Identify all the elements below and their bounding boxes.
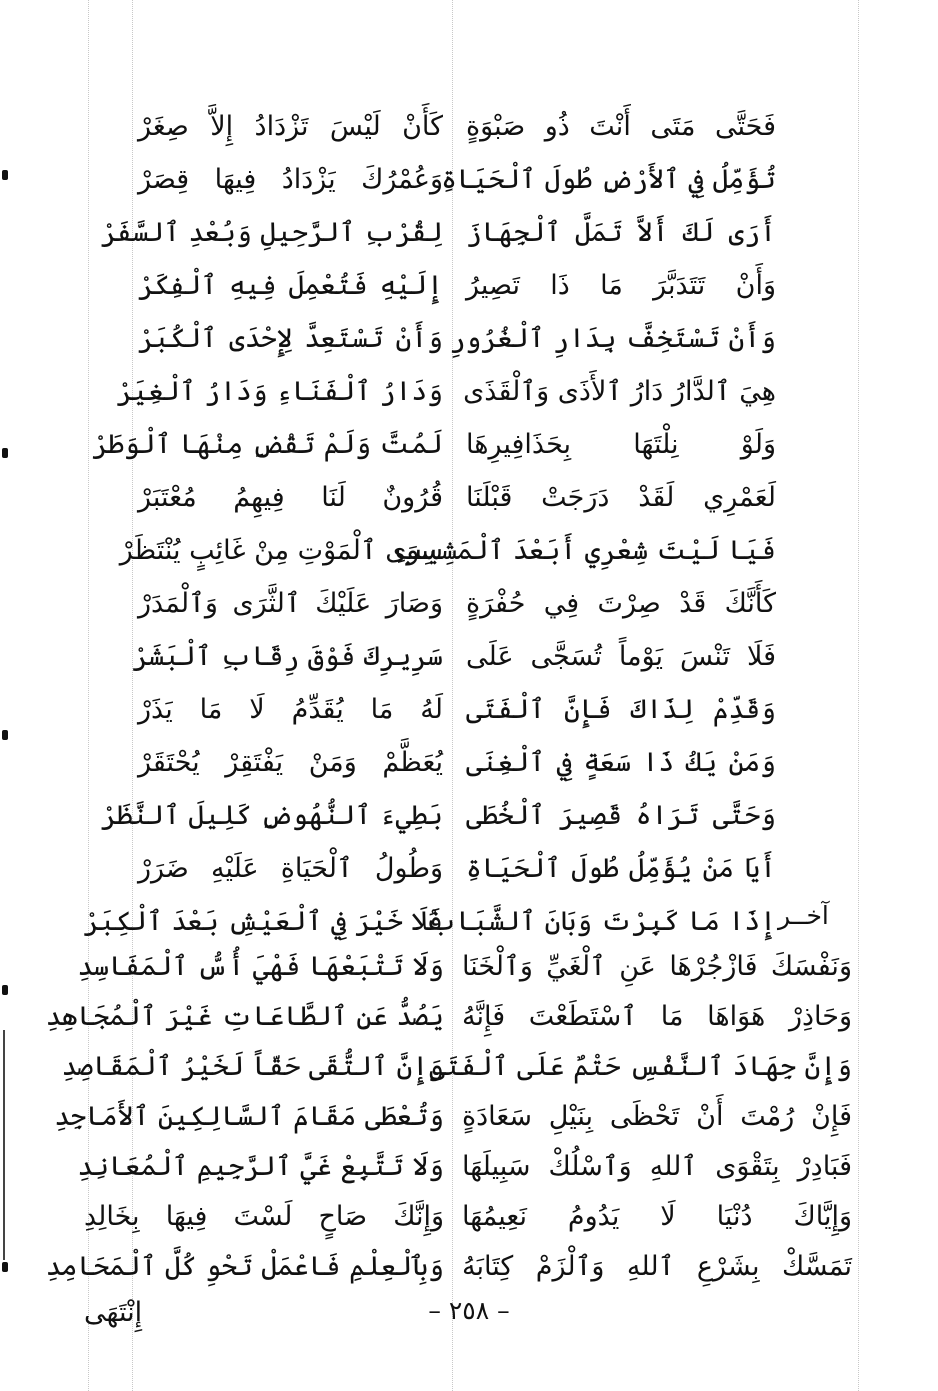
verse-left-hemistich: وَعُمْرُكَ يَزْدَادُ فِيهَا قِصَرْ (138, 164, 443, 195)
verse-left-hemistich: وَلَا تَتْبَعْهَا فَهْيَ أُسُّ ٱلْمَفَاسِدِ (77, 951, 444, 982)
verse-left-hemistich: وَبِٱلْعِلْمِ فَاعْمَلْ تَحْوِ كُلَّ ٱلْمَحَامِدِ (45, 1251, 444, 1282)
verse-right-hemistich: كَأَنَّكَ قَدْ صِرْتَ فِي حُفْرَةٍ (466, 588, 776, 619)
verse-right-hemistich: وَحَاذِرْ هَوَاهَا مَا ٱسْتَطَعْتَ فَإِنَّهُ (462, 1001, 852, 1032)
verse-right-hemistich: فَإِنْ رُمْتَ أَنْ تَحْظَى بِنَيْلِ سَعَادَةٍ (462, 1101, 852, 1132)
margin-bar (3, 1030, 5, 1260)
margin-mark (2, 985, 8, 995)
verse-left-hemistich: وَتُعْطَى مَقَامَ ٱلسَّالِكِينَ ٱلأَمَاجِدِ (54, 1101, 444, 1132)
scan-guide-line (858, 0, 859, 1391)
ending-word: إِنْتَهَى (84, 1297, 143, 1328)
verse-right-hemistich: فَحَتَّى مَتَى أَنْتَ ذُو صَبْوَةٍ (466, 111, 776, 142)
verse-right-hemistich: فَبَادِرْ بِتَقْوَى ٱللهِ وَٱسْلُكْ سَبِيلَهَا (462, 1151, 852, 1182)
verse-left-hemistich: إِلَيْهِ فَتُعْمِلَ فِيهِ ٱلْفِكَرْ (138, 270, 443, 301)
verse-left-hemistich: لَمُتَّ وَلَمْ تَقْضِ مِنْهَا ٱلْوَطَرْ (92, 429, 443, 460)
margin-mark (2, 448, 8, 458)
verse-left-hemistich: فَلَا خَيْرَ فِي ٱلْعَيْشِ بَعْدَ ٱلْكِبَرْ (83, 906, 443, 937)
verse-right-hemistich: وَإِيَّاكَ دُنْيَا لَا يَدُومُ نَعِيمُهَا (462, 1201, 852, 1232)
verse-right-hemistich: وَأَنْ تَتَدَبَّرَ مَا ذَا تَصِيرُ (466, 270, 776, 301)
verse-left-hemistich: كَأَنْ لَيْسَ تَزْدَادُ إِلاَّ صِغَرْ (138, 111, 443, 142)
verse-left-hemistich: يَصُدُّ عَنِ ٱلطَّاعَاتِ غَيْرَ ٱلْمُجَاهِدِ (45, 1001, 444, 1032)
page-number: – ٢٥٨ – (428, 1296, 510, 1325)
verse-left-hemistich: وَإِنَّكَ صَاحٍ لَسْتَ فِيهَا بِخَالِدِ (84, 1201, 444, 1232)
verse-right-hemistich: هِيَ ٱلدَّارُ دَارُ ٱلأَذَى وَٱلْقَذَى (463, 376, 776, 407)
verse-right-hemistich: وَحَتَّى تَرَاهُ قَصِيرَ ٱلْخُطَى (466, 800, 776, 831)
verse-right-hemistich: وَقَدِّمْ لِذَاكَ فَإِنَّ ٱلْفَتَى (466, 694, 776, 725)
verse-right-hemistich: أَيَا مَنْ يُؤَمِّلُ طُولَ ٱلْحَيَاةِ (466, 853, 776, 884)
verse-right-hemistich: تَمَسَّكْ بِشَرْعِ ٱللهِ وَٱلْزَمْ كِتَابَهُ (462, 1251, 852, 1282)
margin-mark (2, 170, 8, 180)
verse-left-hemistich: وَأَنْ تَسْتَعِدَّ لِإِحْدَى ٱلْكُبَرْ (138, 323, 443, 354)
verse-left-hemistich: وَإِنَّ ٱلتُّقَى حَقّاً لَخَيْرُ ٱلْمَقَاصِدِ (61, 1051, 444, 1082)
verse-left-hemistich: قُرُونٌ لَنَا فِيهِمُ مُعْتَبَرْ (138, 482, 443, 513)
verse-right-hemistich: لَعَمْرِي لَقَدْ دَرَجَتْ قَبْلَنَا (466, 482, 776, 513)
verse-left-hemistich: بَطِيءَ ٱلنُّهُوضِ كَلِيلَ ٱلنَّظَرْ (100, 800, 443, 831)
verse-left-hemistich: سِوَى ٱلْمَوْتِ مِنْ غَائِبٍ يُنْتَظَرْ (119, 535, 443, 566)
verse-left-hemistich: وَطُولُ ٱلْحَيَاةِ عَلَيْهِ ضَرَرْ (138, 853, 443, 884)
verse-left-hemistich: سَرِيرِكَ فَوْقَ رِقَابِ ٱلْبَشَرْ (132, 641, 443, 672)
verse-right-hemistich: وَمَنْ يَكُ ذَا سَعَةٍ فِي ٱلْغِنَى (466, 747, 776, 778)
margin-mark (2, 1262, 8, 1272)
verse-left-hemistich: وَدَارُ ٱلْفَنَاءِ وَدَارُ ٱلْغِيَرْ (116, 376, 443, 407)
verse-left-hemistich: لَهُ مَا يُقَدِّمُ لَا مَا يَذَرْ (138, 694, 443, 725)
verse-left-hemistich: وَلَا تَتَّبِعْ غَيَّ ٱلرَّجِيمِ ٱلْمُعَانِدِ (77, 1151, 444, 1182)
verse-right-hemistich: فَلَا تَنْسَ يَوْماً تُسَجَّى عَلَى (466, 641, 776, 672)
verse-right-hemistich: فَيَا لَيْتَ شِعْرِي أَبَعْدَ ٱلْمَشِيبِ (393, 535, 776, 566)
verse-right-hemistich: تُؤَمِّلُ فِي ٱلأَرْضِ طُولَ ٱلْحَيَاةِ (441, 164, 776, 195)
verse-left-hemistich: لِقُرْبِ ٱلرَّحِيلِ وَبُعْدِ ٱلسَّفَرْ (100, 217, 443, 248)
verse-right-hemistich: إِذَا مَا كَبِرْتَ وَبَانَ ٱلشَّبَابُ (425, 906, 776, 937)
verse-left-hemistich: وَصَارَ عَلَيْكَ ٱلثَّرَى وَٱلْمَدَرْ (138, 588, 443, 619)
section-side-note: آخــر (778, 901, 829, 930)
verse-left-hemistich: يُعَظَّمْ وَمَنْ يَفْتَقِرْ يُحْتَقَرْ (138, 747, 443, 778)
verse-right-hemistich: وَإِنَّ جِهَادَ ٱلنَّفْسِ حَتْمٌ عَلَى ٱلْفَتَى (429, 1051, 852, 1082)
margin-mark (2, 730, 8, 740)
verse-right-hemistich: وَنَفْسَكَ فَازْجُرْهَا عَنِ ٱلْغَيِّ وَٱلْخَنَا (462, 951, 852, 982)
verse-right-hemistich: وَلَوْ نِلْتَهَا بِحَذَافِيرِهَا (466, 429, 776, 460)
verse-right-hemistich: أَرَى لَكَ أَلاَّ تَمَلَّ ٱلْجِهَازَ (466, 217, 776, 248)
verse-right-hemistich: وَأَنْ تَسْتَخِفَّ بِدَارِ ٱلْغُرُورِ (449, 323, 776, 354)
scan-guide-line (452, 0, 453, 1391)
